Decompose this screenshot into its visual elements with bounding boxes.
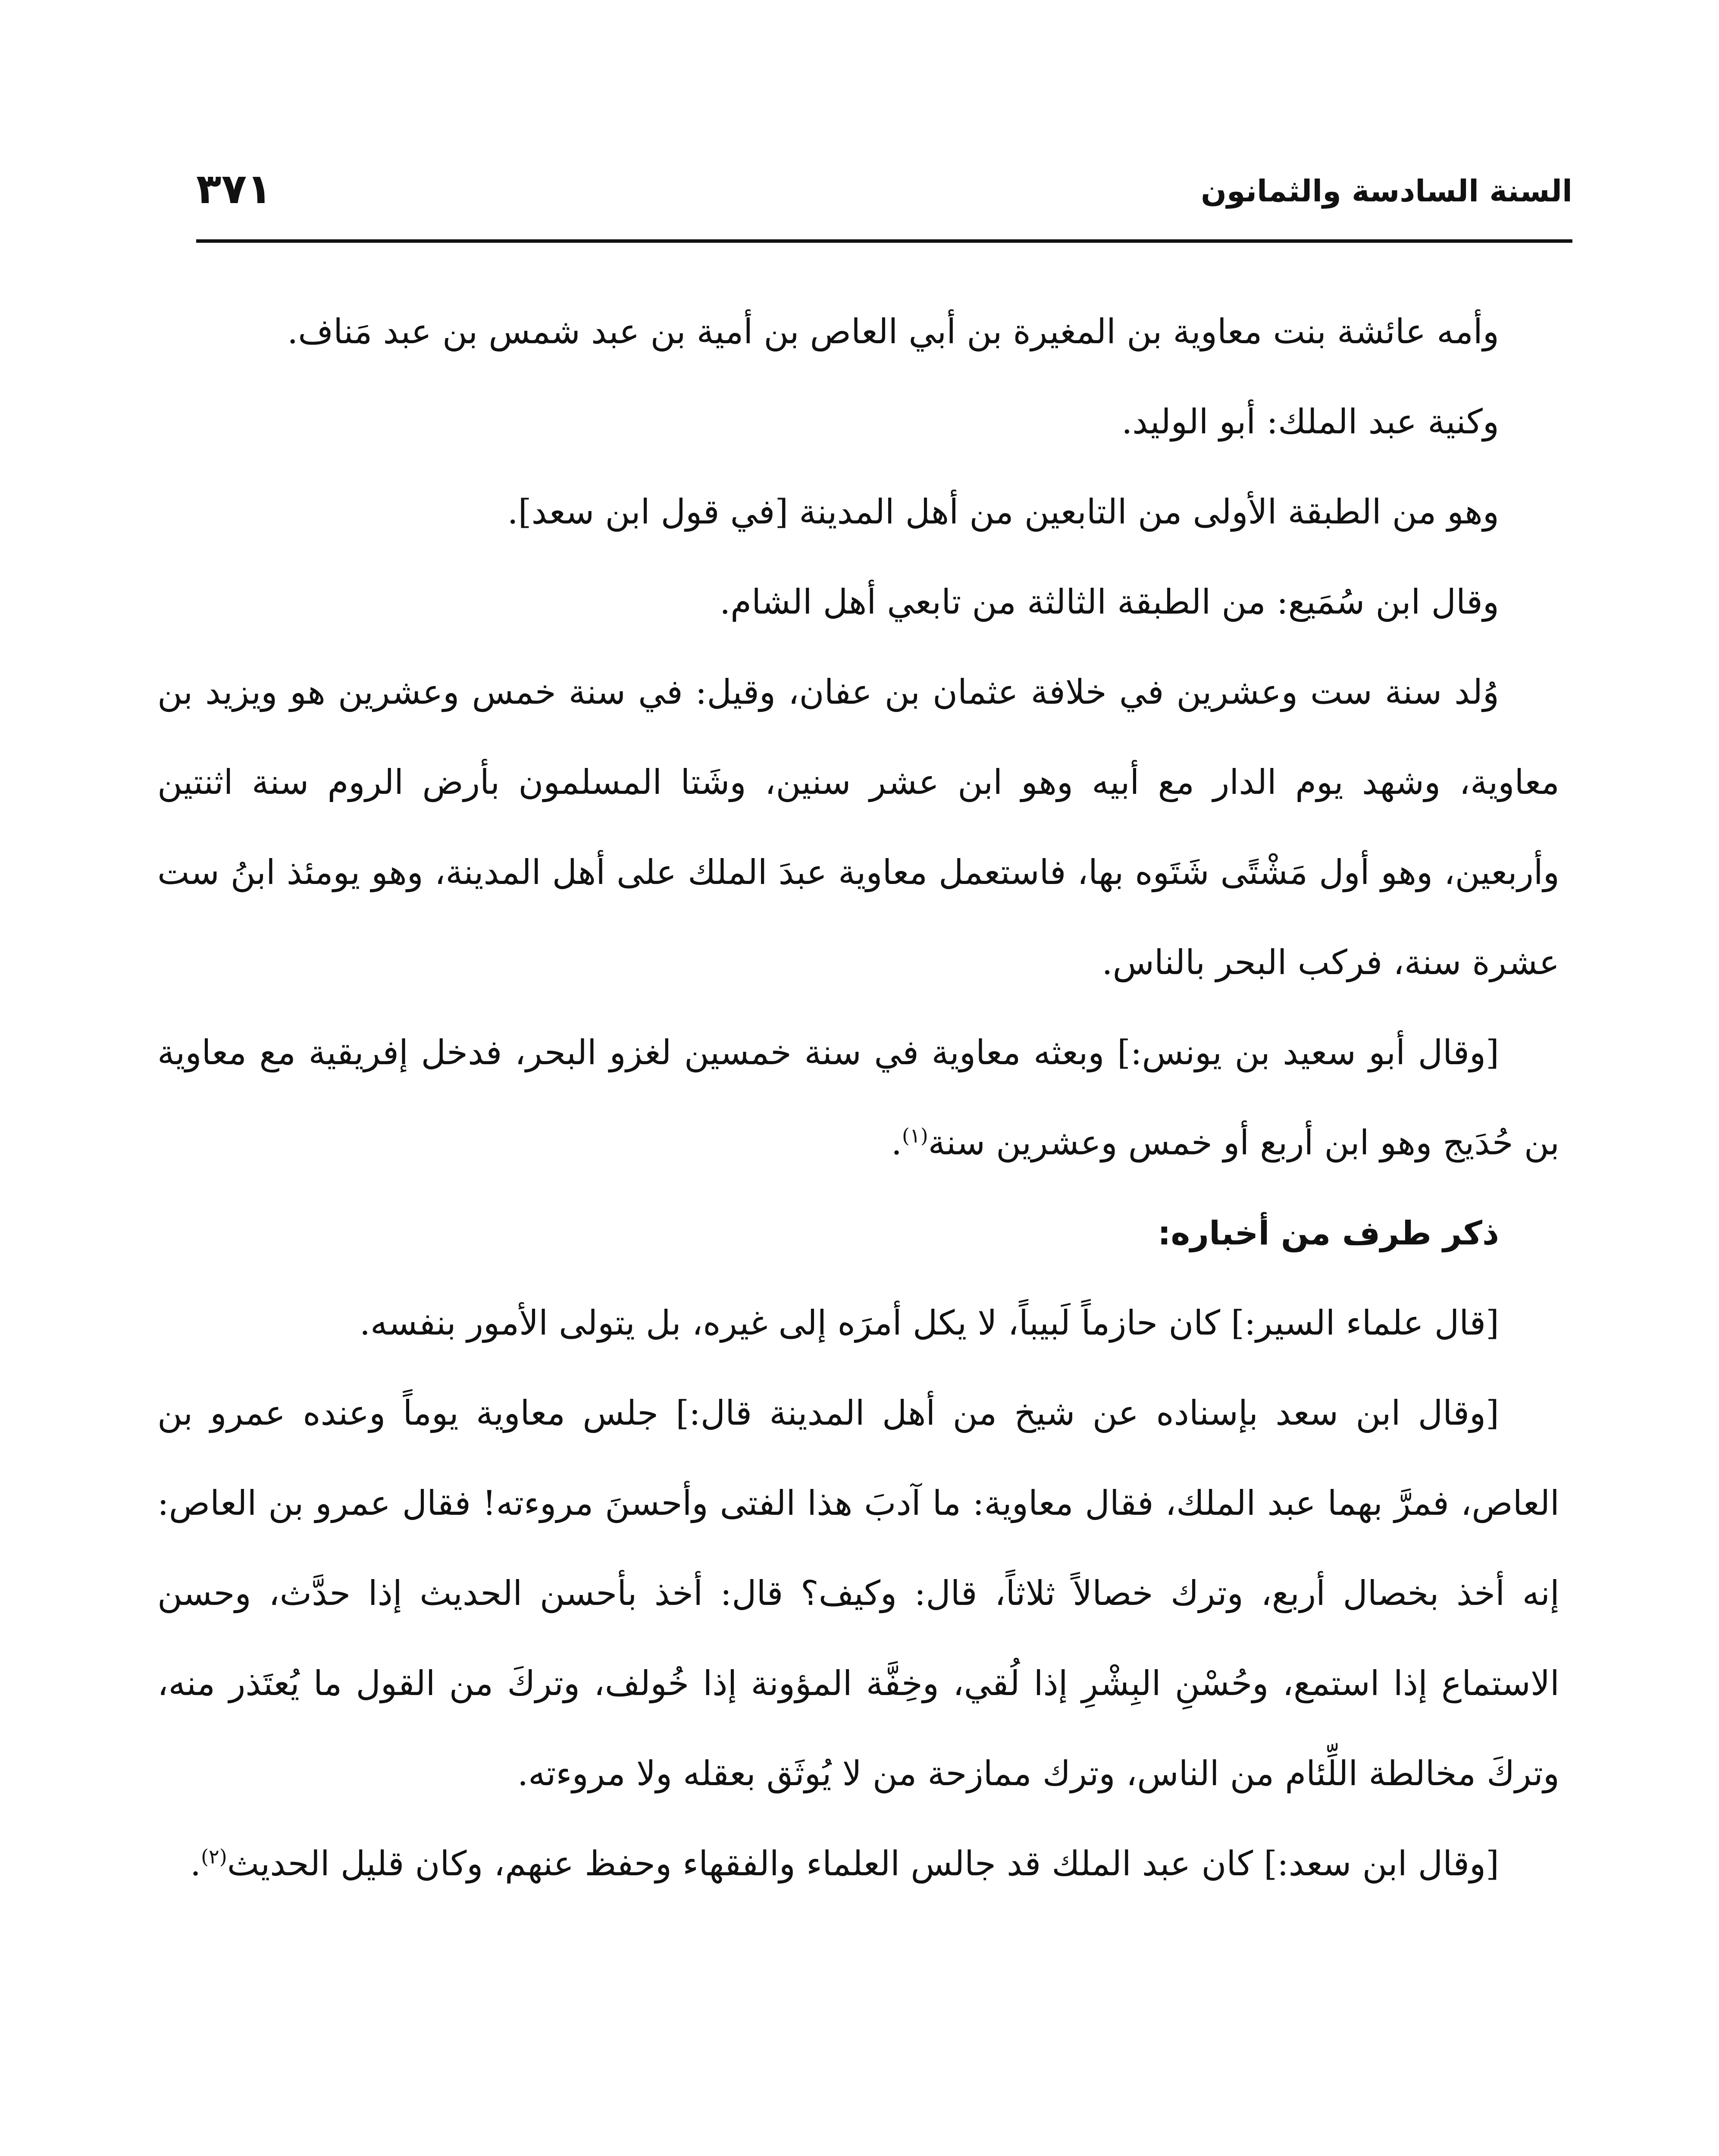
footnote-ref-2: (٢): [201, 1845, 227, 1868]
running-title: السنة السادسة والثمانون: [1201, 173, 1572, 209]
paragraph-mother: وأمه عائشة بنت معاوية بن المغيرة بن أبي العاص بن أمية بن عبد شمس بن عبد مَناف.: [287, 312, 1499, 351]
paragraph-muawiya-amr: [وقال ابن سعد بإسناده عن شيخ من أهل المدينة قال:] جلس معاوية يوماً وعنده عمرو بن العاص، فمرَّ بهما عبد الملك، فقال معاوية: ما آدبَ هذا الفتى وأحسنَ مروءته! فقال عمرو بن العاص: إنه أخذ بخصال أربع، وترك خصالاً ثلاثاً، قال: وكيف؟ قال: أخذ بأحسن الحديث إذا حدَّث، وحسن الاستماع إذا استمع، وحُسْنِ البِشْرِ إذا لُقي، وخِفَّة المؤونة إذا خُولف، وتركَ من القول ما يُعتَذر منه، وتركَ مخالطة اللِّئام من الناس، وترك ممازحة من لا يُوثَق بعقله ولا مروءته.: [157, 1393, 1559, 1793]
paragraph-ulama-siyar: [قال علماء السير:] كان حازماً لَبيباً، لا يكل أمرَه إلى غيره، بل يتولى الأمور بنفسه.: [359, 1303, 1499, 1343]
footnote-ref-1: (١): [902, 1124, 928, 1147]
paragraph-ibn-sad: [157, 1819, 1559, 1909]
paragraph-tabaqa: وهو من الطبقة الأولى من التابعين من أهل المدينة [في قول ابن سعد].: [507, 492, 1499, 532]
paragraph-ibn-yunus-text: [وقال أبو سعيد بن يونس:] وبعثه معاوية في سنة خمسين لغزو البحر، فدخل إفريقية مع معاوية بن حُدَيج وهو ابن أربع أو خمس وعشرين سنة: [157, 1033, 1559, 1163]
paragraph-ibn-sad-text: [وقال ابن سعد:] كان عبد الملك قد جالس العلماء والفقهاء وحفظ عنهم، وكان قليل الحديث: [227, 1844, 1499, 1883]
paragraph-birth: وُلد سنة ست وعشرين في خلافة عثمان بن عفان، وقيل: في سنة خمس وعشرين هو ويزيد بن معاوية، وشهد يوم الدار مع أبيه وهو ابن عشر سنين، وشَتا المسلمون بأرض الروم سنة اثنتين وأربعين، وهو أول مَشْتًى شَتَوه بها، فاستعمل معاوية عبدَ الملك على أهل المدينة، وهو يومئذ ابنُ ست عشرة سنة، فركب البحر بالناس.: [157, 672, 1559, 982]
paragraph-kunya: وكنية عبد الملك: أبو الوليد.: [1121, 402, 1499, 442]
paragraph-ibn-yunus: [157, 1008, 1559, 1188]
page-number: ٣٧١: [196, 165, 272, 213]
paragraph-ibn-sumay: وقال ابن سُمَيع: من الطبقة الثالثة من تابعي أهل الشام.: [720, 582, 1499, 622]
terminal-period: .: [190, 1844, 201, 1883]
section-heading: ذكر طرف من أخباره:: [1158, 1214, 1499, 1252]
header-rule: [196, 239, 1572, 243]
main-text: [157, 287, 1559, 2156]
terminal-period: .: [891, 1123, 902, 1163]
page-header: [196, 142, 1572, 216]
